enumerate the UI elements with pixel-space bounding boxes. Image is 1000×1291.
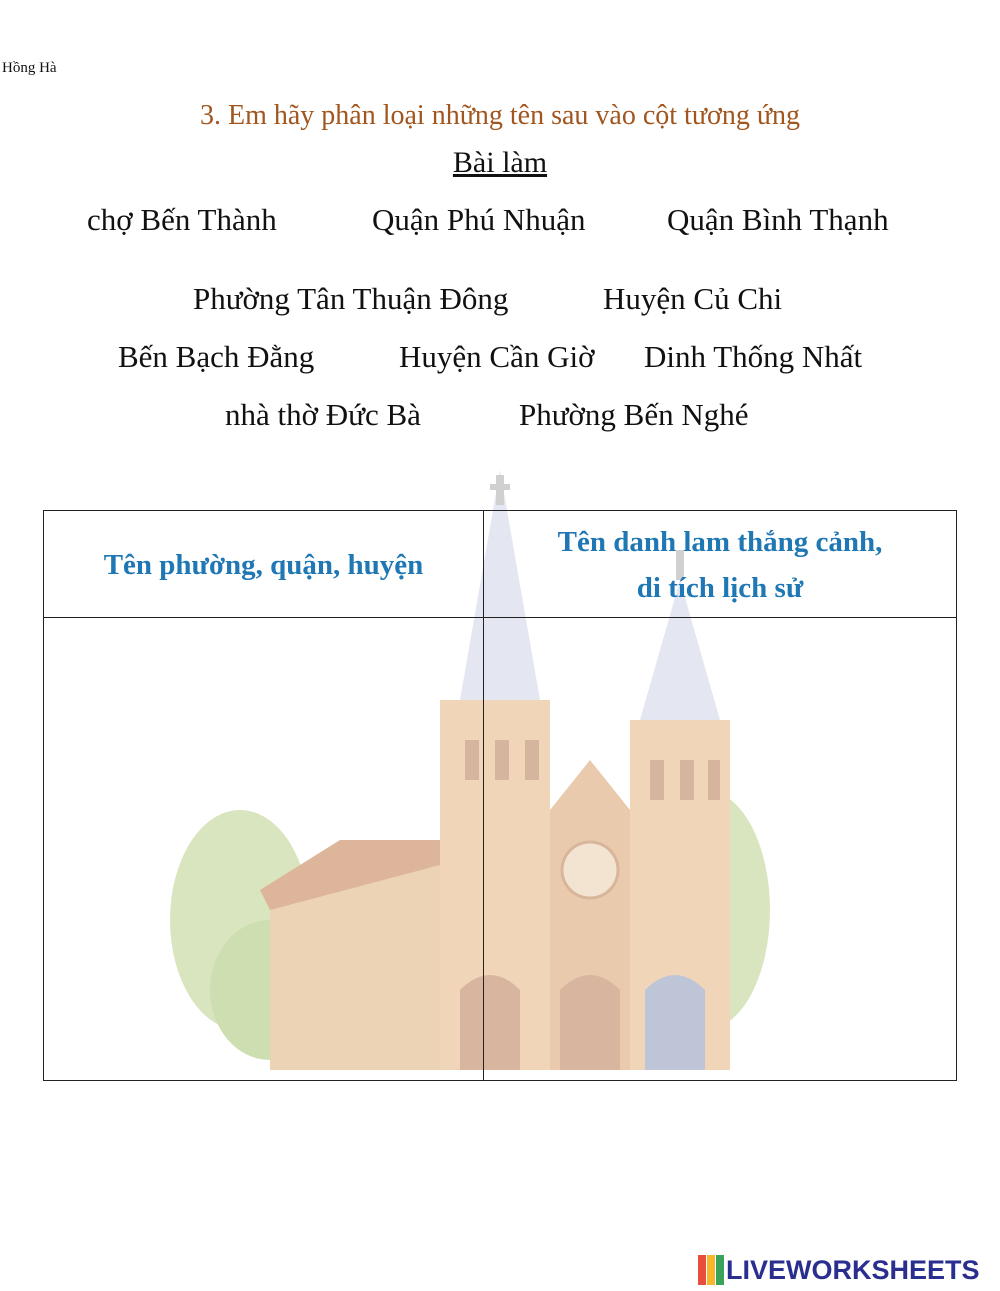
draggable-word[interactable]: Quận Phú Nhuận (372, 202, 586, 237)
draggable-word[interactable]: chợ Bến Thành (87, 202, 277, 237)
column-header-landmarks-line2: di tích lịch sử (636, 572, 804, 604)
draggable-word[interactable]: Huyện Củ Chi (603, 281, 783, 316)
column-header-districts: Tên phường, quận, huyện (103, 549, 424, 581)
draggable-word[interactable]: Bến Bạch Đằng (118, 339, 315, 374)
drop-zone-landmarks[interactable] (484, 618, 956, 1080)
draggable-word[interactable]: nhà thờ Đức Bà (225, 397, 421, 432)
draggable-word[interactable]: Phường Tân Thuận Đông (193, 281, 509, 316)
column-header-landmarks-line1: Tên danh lam thắng cảnh, (557, 526, 883, 558)
draggable-word[interactable]: Phường Bến Nghé (519, 397, 749, 432)
liveworksheets-logo (698, 1252, 980, 1288)
page-heading: Bài làm (452, 146, 548, 179)
drop-zone-districts[interactable] (44, 618, 483, 1080)
instruction-text: 3. Em hãy phân loại những tên sau vào cột tương ứng (199, 100, 800, 131)
draggable-word[interactable]: Dinh Thống Nhất (644, 339, 863, 374)
liveworksheets-icon (698, 1255, 724, 1285)
author-name: Hồng Hà (2, 60, 57, 76)
classification-table (43, 510, 957, 1081)
draggable-word[interactable]: Quận Bình Thạnh (667, 202, 889, 237)
column-header-landmarks (484, 519, 956, 611)
logo-text: LIVEWORKSHEETS (726, 1254, 980, 1285)
draggable-word[interactable]: Huyện Cần Giờ (399, 339, 595, 374)
